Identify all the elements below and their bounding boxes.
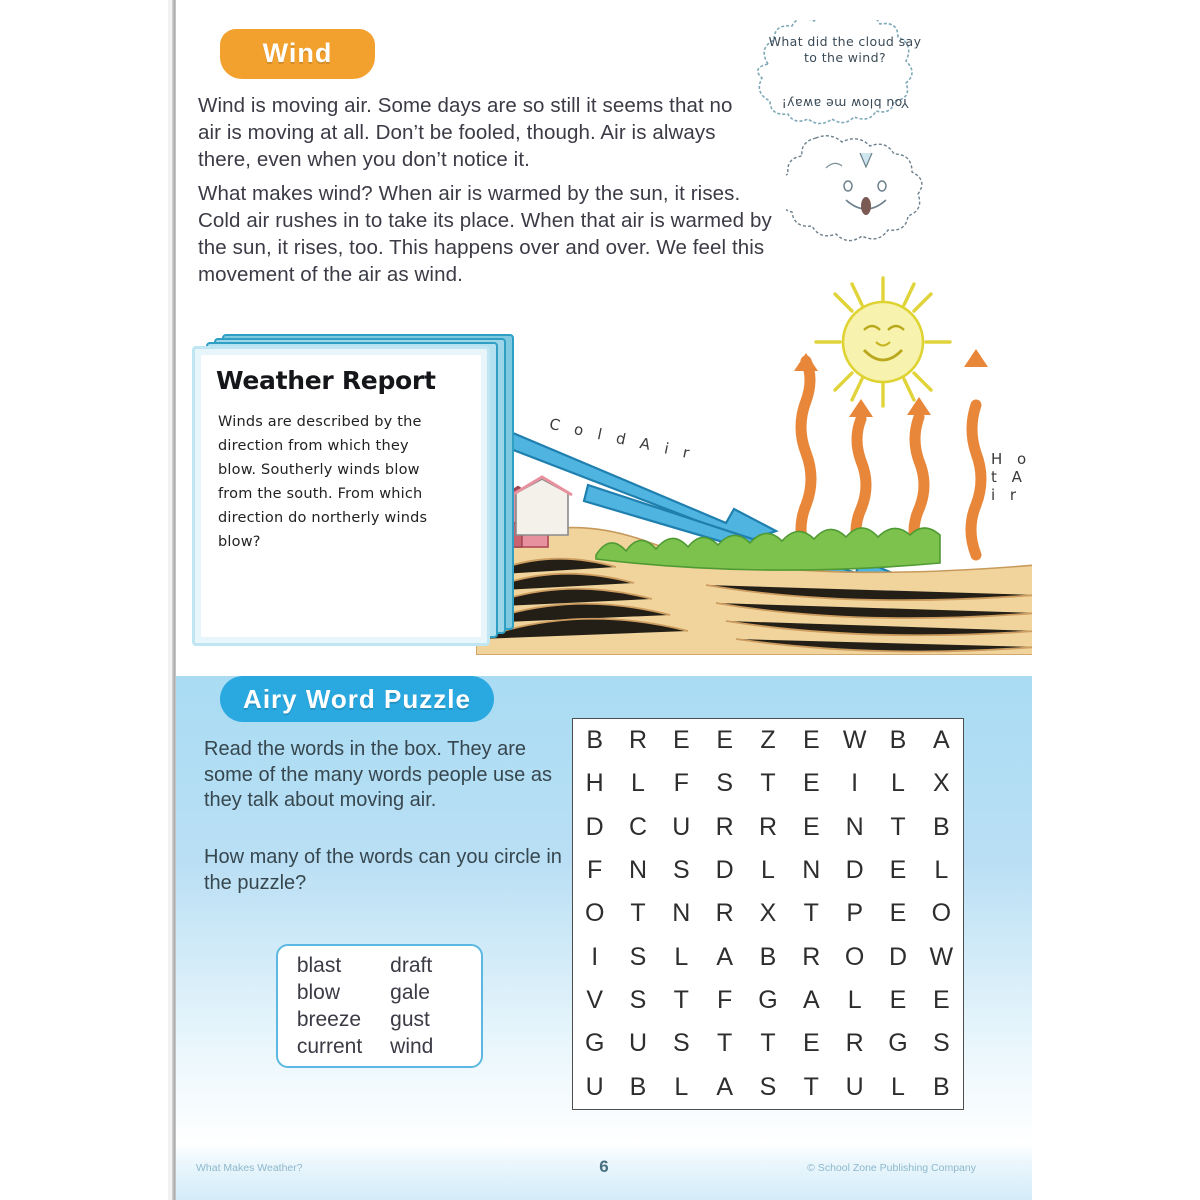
- grid-cell-3-8[interactable]: L: [934, 856, 949, 885]
- grid-cell-7-0[interactable]: G: [584, 1029, 605, 1058]
- grid-cell-6-2[interactable]: T: [673, 986, 689, 1015]
- grid-cell-2-7[interactable]: T: [890, 812, 906, 841]
- workbook-page: [176, 0, 1032, 1200]
- grid-cell-2-4[interactable]: R: [758, 812, 778, 841]
- grid-cell-4-2[interactable]: N: [672, 899, 691, 928]
- word-bank-item: draft: [390, 954, 433, 977]
- section-heading-airy-word-puzzle: [220, 676, 494, 722]
- word-bank-item: blast: [296, 954, 342, 977]
- grid-cell-5-8[interactable]: W: [929, 942, 954, 971]
- grid-cell-6-0[interactable]: V: [586, 986, 603, 1015]
- grid-cell-7-1[interactable]: U: [628, 1029, 648, 1058]
- grid-cell-8-0[interactable]: U: [585, 1072, 604, 1101]
- grid-cell-8-3[interactable]: A: [716, 1072, 733, 1101]
- footer-book-title: What Makes Weather?: [196, 1162, 303, 1174]
- grid-cell-7-7[interactable]: G: [888, 1029, 908, 1058]
- grid-cell-1-8[interactable]: X: [932, 769, 950, 798]
- footer-page-number: 6: [599, 1157, 609, 1176]
- grid-cell-5-7[interactable]: D: [888, 942, 908, 971]
- grid-cell-3-4[interactable]: L: [761, 856, 775, 885]
- grid-cell-0-4[interactable]: Z: [760, 726, 776, 755]
- joke-question: What did the cloud say to the wind?: [768, 34, 922, 65]
- grid-cell-8-2[interactable]: L: [674, 1072, 689, 1101]
- hot-air-label: H o t A i r: [991, 450, 1032, 504]
- word-bank-column-left: [297, 952, 362, 1060]
- grid-cell-2-8[interactable]: B: [932, 812, 950, 841]
- grid-cell-2-2[interactable]: U: [672, 812, 691, 841]
- grid-cell-8-6[interactable]: U: [845, 1072, 864, 1101]
- grid-cell-7-8[interactable]: S: [932, 1029, 950, 1058]
- weather-report-card: [190, 326, 520, 638]
- grid-cell-0-6[interactable]: W: [842, 726, 867, 755]
- word-bank-item: blow: [296, 981, 341, 1004]
- grid-cell-3-5[interactable]: N: [802, 856, 821, 885]
- section-heading-wind-label: Wind: [262, 37, 333, 68]
- joke-answer: You blow me away!: [781, 96, 909, 111]
- cold-air-label: C o l d A i r: [547, 414, 696, 464]
- footer-copyright: © School Zone Publishing Company: [807, 1162, 976, 1174]
- grid-cell-4-3[interactable]: R: [715, 899, 734, 928]
- grid-cell-7-4[interactable]: T: [760, 1029, 776, 1058]
- grid-cell-2-6[interactable]: N: [845, 812, 864, 841]
- grid-cell-0-8[interactable]: A: [932, 726, 950, 755]
- grid-cell-6-4[interactable]: G: [758, 986, 778, 1015]
- grid-cell-4-5[interactable]: T: [803, 899, 819, 928]
- grid-cell-7-2[interactable]: S: [672, 1029, 690, 1058]
- page-footer: [176, 1144, 1032, 1200]
- grid-cell-8-4[interactable]: S: [759, 1072, 777, 1101]
- weather-report-title: Weather Report: [216, 366, 436, 395]
- grid-cell-1-6[interactable]: I: [851, 769, 859, 798]
- word-bank-item: gale: [390, 981, 430, 1004]
- grid-cell-7-5[interactable]: E: [802, 1029, 820, 1058]
- grid-cell-6-6[interactable]: L: [847, 986, 862, 1015]
- word-bank-item: breeze: [296, 1008, 362, 1031]
- grid-cell-4-6[interactable]: P: [846, 899, 863, 928]
- grid-cell-5-1[interactable]: S: [629, 942, 647, 971]
- puzzle-instruction-1: Read the words in the box. They are some of the many words people use as they talk about moving air.: [204, 738, 552, 811]
- wind-diagram-illustration: [476, 255, 1032, 655]
- section-heading-puzzle-label: Airy Word Puzzle: [243, 683, 471, 714]
- grid-cell-6-8[interactable]: E: [932, 986, 950, 1015]
- grid-cell-3-6[interactable]: D: [845, 856, 864, 885]
- grid-cell-3-1[interactable]: N: [628, 856, 648, 885]
- grid-cell-1-4[interactable]: T: [760, 769, 776, 798]
- grid-cell-4-8[interactable]: O: [931, 899, 952, 928]
- grid-cell-5-2[interactable]: L: [674, 942, 689, 971]
- grid-cell-2-1[interactable]: C: [628, 812, 648, 841]
- word-bank-column-right: [390, 952, 462, 1060]
- grid-cell-2-3[interactable]: R: [715, 812, 734, 841]
- grid-cell-4-0[interactable]: O: [584, 899, 605, 928]
- word-bank-item: wind: [390, 1035, 434, 1058]
- grid-cell-7-6[interactable]: R: [845, 1029, 864, 1058]
- grid-cell-1-5[interactable]: E: [802, 769, 820, 798]
- grid-cell-3-2[interactable]: S: [672, 856, 690, 885]
- grid-cell-2-5[interactable]: E: [802, 812, 820, 841]
- grid-cell-6-7[interactable]: E: [889, 986, 907, 1015]
- grid-cell-3-7[interactable]: E: [889, 856, 907, 885]
- grid-cell-1-0[interactable]: H: [585, 769, 604, 798]
- grid-cell-0-0[interactable]: B: [586, 726, 603, 755]
- grid-cell-5-4[interactable]: B: [759, 942, 777, 971]
- grid-cell-1-1[interactable]: L: [631, 769, 645, 798]
- grid-cell-8-1[interactable]: B: [629, 1072, 647, 1101]
- grid-cell-5-5[interactable]: R: [802, 942, 821, 971]
- grid-cell-5-0[interactable]: I: [591, 942, 599, 971]
- word-bank-item: gust: [390, 1008, 430, 1031]
- grid-cell-4-1[interactable]: T: [630, 899, 646, 928]
- grid-cell-1-3[interactable]: S: [716, 769, 733, 798]
- grid-cell-5-6[interactable]: O: [844, 942, 865, 971]
- grid-cell-1-2[interactable]: F: [673, 769, 689, 798]
- grid-cell-3-0[interactable]: F: [587, 856, 603, 885]
- hot-air-arrows: [801, 361, 981, 555]
- grid-cell-0-7[interactable]: B: [889, 726, 907, 755]
- word-bank-item: current: [296, 1035, 363, 1058]
- grid-cell-5-3[interactable]: A: [716, 942, 733, 971]
- grid-cell-6-3[interactable]: F: [717, 986, 733, 1015]
- grid-cell-6-1[interactable]: S: [629, 986, 647, 1015]
- grid-cell-7-3[interactable]: T: [717, 1029, 733, 1058]
- grid-cell-8-8[interactable]: B: [932, 1072, 950, 1101]
- grid-cell-1-7[interactable]: L: [891, 769, 905, 798]
- word-search-grid[interactable]: [572, 718, 964, 1110]
- grid-cell-2-0[interactable]: D: [585, 812, 604, 841]
- grid-cell-0-3[interactable]: E: [716, 726, 733, 755]
- grid-cell-8-7[interactable]: L: [891, 1072, 905, 1101]
- grid-cell-4-4[interactable]: X: [759, 899, 777, 928]
- grid-cell-4-7[interactable]: E: [889, 899, 907, 928]
- section-heading-wind: [220, 29, 375, 79]
- grid-cell-0-5[interactable]: E: [802, 726, 820, 755]
- weather-report-body: Winds are described by the direction from which they blow. Southerly winds blow from the south. From which direction do northerly winds blow?: [218, 414, 428, 550]
- cloud-character-icon: [786, 128, 946, 248]
- word-bank-box: [276, 944, 483, 1068]
- grid-cell-8-5[interactable]: T: [803, 1072, 819, 1101]
- grid-cell-0-1[interactable]: R: [628, 726, 648, 755]
- grid-cell-0-2[interactable]: E: [672, 726, 690, 755]
- wind-paragraph-2: What makes wind? When air is warmed by the sun, it rises. Cold air rushes in to take its place. When that air is warmed by the sun, it rises, too. This happens over and over. We feel this movement of the air as wind.: [198, 182, 772, 286]
- grid-cell-3-3[interactable]: D: [715, 856, 734, 885]
- joke-speech-bubble: [750, 20, 938, 130]
- grid-cell-6-5[interactable]: A: [802, 986, 820, 1015]
- wind-paragraph-1: Wind is moving air. Some days are so still it seems that no air is moving at all. Don’t be fooled, though. Air is always there, even when you don’t notice it.: [198, 94, 733, 171]
- puzzle-instruction-2: How many of the words can you circle in the puzzle?: [204, 846, 562, 894]
